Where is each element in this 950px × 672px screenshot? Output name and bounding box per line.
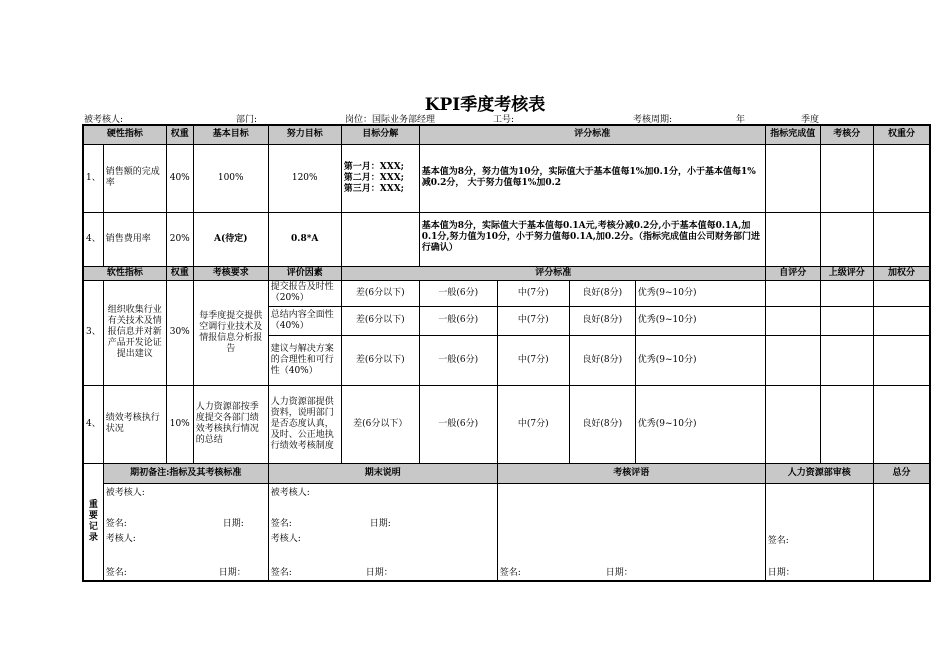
date-label: 日期： — [605, 567, 633, 578]
target-breakdown — [341, 212, 419, 266]
factor-text: 建议与解决方案的合理性和可行性（40%） — [268, 335, 341, 385]
grade-fair: 一般(6分) — [419, 335, 497, 385]
hard-indicator-header: 硬性指标 — [83, 125, 166, 144]
grade-good: 良好(8分) — [569, 306, 635, 335]
date-label: 日期: — [369, 518, 391, 529]
superior-score-cell[interactable] — [820, 280, 873, 306]
table-row — [83, 144, 930, 212]
completion-value-header: 指标完成值 — [765, 125, 820, 144]
sign-label: 签名: — [499, 567, 521, 578]
scoring-standard: 基本值为8分，努力值为10分，实际值大于基本值每1%加0.1分，小于基本值每1%减0.2分， 大于努力值每1%加0.2 — [419, 144, 765, 212]
sign-label: 签名: — [767, 535, 789, 546]
grade-fair: 一般(6分) — [419, 280, 497, 306]
grade-fair: 一般(6分) — [419, 385, 497, 463]
hr-review-header: 人力资源部审核 — [765, 463, 873, 483]
quarter-label: 季度 — [801, 115, 820, 125]
initial-remarks-header: 期初备注:指标及其考核标准 — [103, 463, 268, 483]
factor-text: 提交报告及时性（20%） — [268, 280, 341, 306]
requirement-header: 考核要求 — [193, 266, 268, 280]
sign-label: 签名: — [105, 567, 127, 578]
indicator-name: 绩效考核执行状况 — [103, 385, 166, 463]
records-body-row — [83, 483, 930, 581]
grade-good: 良好(8分) — [569, 385, 635, 463]
date-label: 日期： — [365, 567, 393, 578]
grade-excellent: 优秀(9~10分) — [635, 306, 765, 335]
row-number: 3、 — [83, 280, 103, 385]
superior-score-cell[interactable] — [820, 385, 873, 463]
department-label: 部门: — [236, 115, 258, 125]
superior-score-cell[interactable] — [820, 335, 873, 385]
breakdown-month-2: 第二月：XXX; — [343, 172, 405, 183]
indicator-name: 销售费用率 — [103, 212, 166, 266]
weighted-score-cell[interactable] — [873, 306, 930, 335]
grade-poor: 差(6分以下) — [341, 306, 419, 335]
row-number: 4、 — [83, 385, 103, 463]
period-label: 考核周期: — [633, 115, 673, 125]
weighted-score-cell[interactable] — [873, 335, 930, 385]
final-notes-header: 期末说明 — [268, 463, 497, 483]
comments-header: 考核评语 — [497, 463, 765, 483]
weighted-score-header: 权重分 — [873, 125, 930, 144]
soft-header-row — [83, 266, 930, 280]
job-number-label: 工号: — [493, 115, 515, 125]
weighted-score-header: 加权分 — [873, 266, 930, 280]
self-score-header: 自评分 — [765, 266, 820, 280]
grade-poor: 差(6分以下） — [341, 385, 419, 463]
weighted-score-cell[interactable] — [873, 212, 930, 266]
weight-header: 权重 — [166, 266, 193, 280]
requirement-text: 人力资源部按季度提交各部门绩效考核执行情况的总结 — [193, 385, 268, 463]
important-records-label: 重要记录 — [83, 463, 103, 581]
table-row — [83, 212, 930, 266]
assessor-sign-label: 考核人: — [105, 533, 136, 544]
score-cell[interactable] — [820, 212, 873, 266]
grade-medium: 中(7分) — [497, 306, 569, 335]
weight-value: 40% — [166, 144, 193, 212]
effort-target-header: 努力目标 — [268, 125, 341, 144]
row-number: 1、 — [83, 144, 103, 212]
date-label: 日期： — [767, 567, 795, 578]
sign-label: 签名: — [270, 518, 292, 529]
weight-value: 30% — [166, 280, 193, 385]
grade-excellent: 优秀(9~10分) — [635, 385, 765, 463]
weight-value: 10% — [166, 385, 193, 463]
sign-label: 签名: — [270, 567, 292, 578]
factor-text: 人力资源部提供资料，说明部门是否态度认真，及时、公正地执行绩效考核制度 — [268, 385, 341, 463]
date-label: 日期： — [218, 567, 246, 578]
completion-cell[interactable] — [765, 144, 820, 212]
scoring-standard-header: 评分标准 — [419, 125, 765, 144]
table-row — [83, 280, 930, 306]
final-notes-cell[interactable] — [268, 483, 497, 581]
scoring-standard-header: 评分标准 — [341, 266, 765, 280]
superior-score-header: 上级评分 — [820, 266, 873, 280]
total-score-cell[interactable] — [873, 483, 930, 581]
weight-value: 20% — [166, 212, 193, 266]
row-number: 4、 — [83, 212, 103, 266]
effort-target-value: 0.8*A — [268, 212, 341, 266]
basic-target-value: A(待定) — [193, 212, 268, 266]
date-label: 日期: — [222, 518, 244, 529]
grade-medium: 中(7分) — [497, 385, 569, 463]
position-label: 岗位：国际业务部经理 — [345, 115, 436, 125]
assessee-sign-label: 被考核人: — [270, 487, 310, 498]
comments-cell[interactable] — [497, 483, 765, 581]
basic-target-value: 100% — [193, 144, 268, 212]
hr-review-cell[interactable] — [765, 483, 873, 581]
records-header-row — [83, 463, 930, 483]
weight-header: 权重 — [166, 125, 193, 144]
completion-cell[interactable] — [765, 212, 820, 266]
weighted-score-cell[interactable] — [873, 385, 930, 463]
effort-target-value: 120% — [268, 144, 341, 212]
grade-fair: 一般(6分) — [419, 306, 497, 335]
sign-label: 签名: — [105, 518, 127, 529]
grade-medium: 中(7分) — [497, 335, 569, 385]
assessor-sign-label: 考核人: — [270, 533, 301, 544]
breakdown-month-3: 第三月：XXX; — [343, 183, 405, 194]
total-score-header: 总分 — [873, 463, 930, 483]
indicator-name: 销售额的完成率 — [103, 144, 166, 212]
table-row — [83, 385, 930, 463]
grade-excellent: 优秀(9~10分) — [635, 335, 765, 385]
grade-medium: 中(7分) — [497, 280, 569, 306]
indicator-name: 组织收集行业有关技术及情报信息并对新产品开发论证提出建议 — [103, 280, 166, 385]
hard-header-row — [83, 125, 930, 144]
initial-remarks-cell[interactable] — [103, 483, 268, 581]
self-score-cell[interactable] — [765, 385, 820, 463]
grade-poor: 差(6分以下) — [341, 335, 419, 385]
scoring-standard: 基本值为8分，实际值大于基本值每0.1A元,考核分减0.2分,小于基本值每0.1A,加0.1分,努力值为10分，小于努力值每0.1A,加0.2分。（指标完成值由公司财务部门进行确认） — [419, 212, 765, 266]
grade-poor: 差(6分以下) — [341, 280, 419, 306]
target-breakdown-header: 目标分解 — [341, 125, 419, 144]
factor-text: 总结内容全面性（40%） — [268, 306, 341, 335]
weighted-score-cell[interactable] — [873, 280, 930, 306]
score-header: 考核分 — [820, 125, 873, 144]
weighted-score-cell[interactable] — [873, 144, 930, 212]
basic-target-header: 基本目标 — [193, 125, 268, 144]
requirement-text: 每季度提交提供空调行业技术及情报信息分析报告 — [193, 280, 268, 385]
grade-excellent: 优秀(9~10分) — [635, 280, 765, 306]
assessee-sign-label: 被考核人: — [105, 487, 145, 498]
self-score-cell[interactable] — [765, 335, 820, 385]
factor-header: 评价因素 — [268, 266, 341, 280]
page-title: KPI季度考核表 — [424, 95, 546, 115]
self-score-cell[interactable] — [765, 306, 820, 335]
superior-score-cell[interactable] — [820, 306, 873, 335]
target-breakdown — [341, 144, 419, 212]
score-cell[interactable] — [820, 144, 873, 212]
year-label: 年 — [736, 115, 746, 125]
assessee-label: 被考核人: — [84, 115, 124, 125]
grade-good: 良好(8分) — [569, 335, 635, 385]
kpi-table — [82, 124, 931, 582]
soft-indicator-header: 软性指标 — [83, 266, 166, 280]
breakdown-month-1: 第一月：XXX; — [343, 161, 405, 172]
self-score-cell[interactable] — [765, 280, 820, 306]
grade-good: 良好(8分) — [569, 280, 635, 306]
